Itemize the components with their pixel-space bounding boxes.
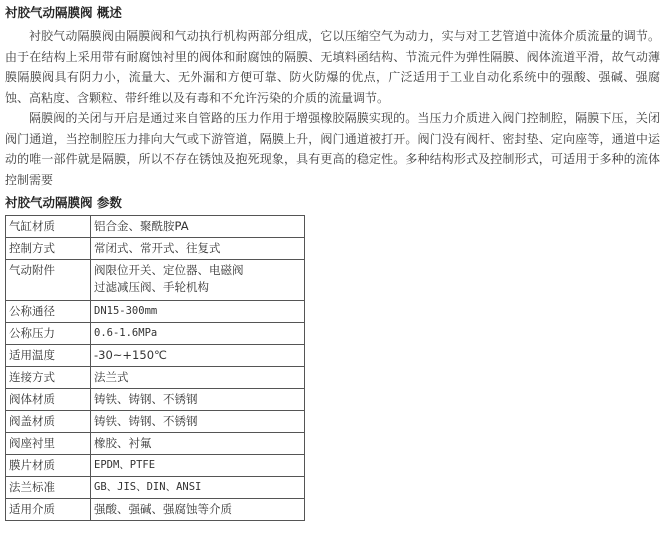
param-key: 控制方式 bbox=[6, 238, 91, 260]
overview-paragraph-1: 衬胶气动隔膜阀由隔膜阀和气动执行机构两部分组成，它以压缩空气为动力，实与对工艺管道中流体介质流量的调节。 由于在结构上采用带有耐腐蚀衬里的阀体和耐腐蚀的隔膜、无填料函结构、节流元件为弹性隔膜、阀体流道平滑，故气动薄膜隔膜阀具有阴力小，流量大、无外漏和方便可靠、防火防爆的优点，广泛适用于工业自动化系统中的强酸、强碱、强腐蚀、高粘度、含颗粒、带纤维以及有毒和不允许污染的介质的流量调节。 bbox=[5, 29, 660, 105]
param-key: 阀座衬里 bbox=[6, 433, 91, 455]
table-row bbox=[6, 323, 305, 345]
param-key: 气缸材质 bbox=[6, 216, 91, 238]
param-key: 气动附件 bbox=[6, 260, 91, 301]
param-key: 阀体材质 bbox=[6, 389, 91, 411]
overview-heading: 衬胶气动隔膜阀 概述 bbox=[5, 5, 122, 20]
param-value: 常闭式、常开式、往复式 bbox=[91, 238, 305, 260]
table-row bbox=[6, 499, 305, 521]
param-key: 公称压力 bbox=[6, 323, 91, 345]
param-key: 法兰标准 bbox=[6, 477, 91, 499]
table-row bbox=[6, 260, 305, 301]
param-key: 公称通径 bbox=[6, 301, 91, 323]
param-key: 膜片材质 bbox=[6, 455, 91, 477]
params-table bbox=[5, 215, 305, 521]
params-heading: 衬胶气动隔膜阀 参数 bbox=[5, 195, 122, 210]
table-row bbox=[6, 455, 305, 477]
param-key: 阀盖材质 bbox=[6, 411, 91, 433]
table-row bbox=[6, 345, 305, 367]
table-row bbox=[6, 367, 305, 389]
param-value: -30~+150℃ bbox=[91, 345, 305, 367]
overview-paragraph-2: 隔膜阀的关闭与开启是通过来自管路的压力作用于增强橡胶隔膜实现的。当压力介质进入阀门控制腔，隔膜下压，关闭阀门通道，当控制腔压力排向大气或下游管道，隔膜上升，阀门通道被打开。阀门没有阀杆、密封垫、定向座等，通道中运动的唯一部件就是隔膜，所以不存在锈蚀及抱死现象，具有更高的稳定性。多种结构形式及控制形式，可适用于多种的流体控制需要 bbox=[5, 111, 660, 187]
param-value: 铸铁、铸钢、不锈钢 bbox=[91, 389, 305, 411]
param-value: 0.6-1.6MPa bbox=[91, 323, 305, 345]
table-row bbox=[6, 238, 305, 260]
param-value: 铝合金、聚酰胺PA bbox=[91, 216, 305, 238]
param-value: EPDM、PTFE bbox=[91, 455, 305, 477]
param-value-line: 过滤减压阀、手轮机构 bbox=[94, 280, 209, 294]
article bbox=[5, 4, 660, 521]
param-key: 适用介质 bbox=[6, 499, 91, 521]
param-value: 橡胶、衬氟 bbox=[91, 433, 305, 455]
param-value: DN15-300mm bbox=[91, 301, 305, 323]
table-row bbox=[6, 411, 305, 433]
table-row bbox=[6, 216, 305, 238]
param-value: 强酸、强碱、强腐蚀等介质 bbox=[91, 499, 305, 521]
table-row bbox=[6, 433, 305, 455]
table-row bbox=[6, 301, 305, 323]
param-value-multiline bbox=[91, 260, 305, 301]
table-row bbox=[6, 389, 305, 411]
param-value: GB、JIS、DIN、ANSI bbox=[91, 477, 305, 499]
param-value: 铸铁、铸钢、不锈钢 bbox=[91, 411, 305, 433]
param-key: 连接方式 bbox=[6, 367, 91, 389]
param-value-line: 阀限位开关、定位器、电磁阀 bbox=[94, 263, 244, 277]
table-row bbox=[6, 477, 305, 499]
param-key: 适用温度 bbox=[6, 345, 91, 367]
param-value: 法兰式 bbox=[91, 367, 305, 389]
